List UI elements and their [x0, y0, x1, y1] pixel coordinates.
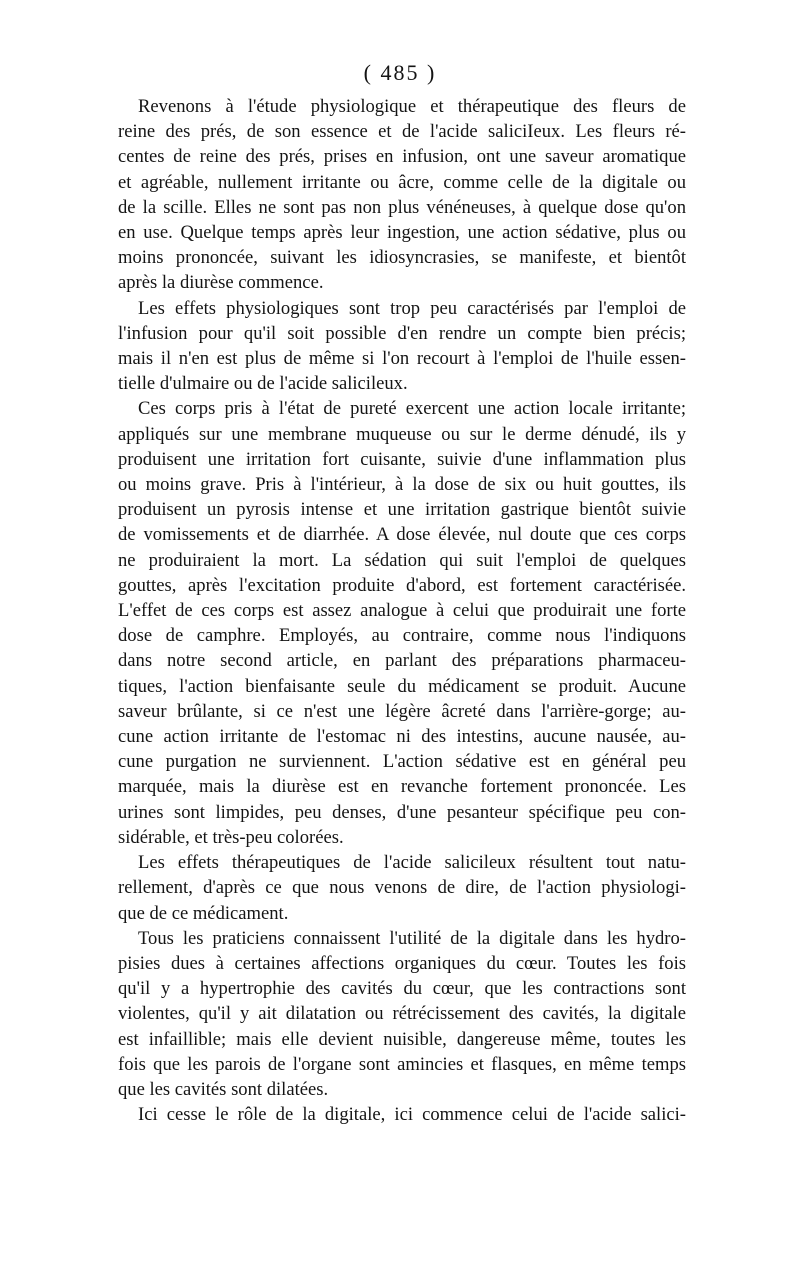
text-line: sidérable, et très-peu colorées. [118, 826, 344, 848]
text-line: urines sont limpides, peu denses, d'une pesanteur spécifique peu con- [118, 801, 686, 823]
text-line: dose de camphre. Employés, au contraire, comme nous l'indiquons [118, 625, 686, 647]
text-line: mais il n'en est plus de même si l'on recourt à l'emploi de l'huile essen- [118, 348, 686, 370]
text-line: de vomissements et de diarrhée. A dose élevée, nul doute que ces corps [118, 524, 686, 546]
text-line: de la scille. Elles ne sont pas non plus vénéneuses, à quelque dose qu'on [118, 196, 686, 218]
text-line: gouttes, après l'excitation produite d'abord, est fortement caractérisée. [118, 574, 686, 596]
text-line: produisent une irritation fort cuisante, suivie d'une inflammation plus [118, 448, 686, 470]
text-line: qu'il y a hypertrophie des cavités du cœur, que les contractions sont [118, 978, 686, 1000]
paragraph [118, 926, 686, 1102]
text-line: cune action irritante de l'estomac ni des intestins, aucune nausée, au- [118, 726, 686, 748]
paragraph [118, 850, 686, 926]
text-line: L'effet de ces corps est assez analogue à celui que produirait une forte [118, 600, 686, 622]
text-line: après la diurèse commence. [118, 272, 324, 294]
text-line: cune purgation ne surviennent. L'action sédative est en général peu [118, 751, 686, 773]
text-line: et agréable, nullement irritante ou âcre, comme celle de la digitale ou [118, 171, 686, 193]
paragraph [118, 1102, 686, 1127]
text-line: Ces corps pris à l'état de pureté exercent une action locale irritante; [138, 398, 686, 420]
text-line: appliqués sur une membrane muqueuse ou sur le derme dénudé, ils y [118, 423, 686, 445]
text-line: tiques, l'action bienfaisante seule du médicament se produit. Aucune [118, 675, 686, 697]
text-line: Tous les praticiens connaissent l'utilité de la digitale dans les hydro- [138, 927, 686, 949]
text-line: centes de reine des prés, prises en infusion, ont une saveur aromatique [118, 146, 686, 168]
text-line: rellement, d'après ce que nous venons de dire, de l'action physiologi- [118, 877, 686, 899]
text-line: reine des prés, de son essence et de l'acide saliciIeux. Les fleurs ré- [118, 121, 686, 143]
text-line: Les effets thérapeutiques de l'acide salicileux résultent tout natu- [138, 852, 686, 874]
text-line: en use. Quelque temps après leur ingestion, une action sédative, plus ou [118, 222, 686, 244]
text-line: est infaillible; mais elle devient nuisible, dangereuse même, toutes les [118, 1028, 686, 1050]
text-line: Revenons à l'étude physiologique et thérapeutique des fleurs de [138, 96, 686, 117]
text-line: saveur brûlante, si ce n'est une légère âcreté dans l'arrière-gorge; au- [118, 700, 686, 722]
text-line: dans notre second article, en parlant des préparations pharmaceu- [118, 650, 686, 672]
body-text [118, 94, 686, 1127]
text-line: fois que les parois de l'organe sont amincies et flasques, en même temps [118, 1053, 686, 1075]
page-number: ( 485 ) [363, 60, 437, 85]
text-line: marquée, mais la diurèse est en revanche fortement prononcée. Les [118, 776, 686, 798]
text-line: Les effets physiologiques sont trop peu caractérisés par l'emploi de [138, 297, 686, 319]
paragraph [118, 396, 686, 850]
paragraph [118, 94, 686, 296]
text-line: ne produiraient la mort. La sédation qui suit l'emploi de quelques [118, 549, 686, 571]
text-line: violentes, qu'il y ait dilatation ou rétrécissement des cavités, la digitale [118, 1003, 686, 1025]
paragraph [118, 296, 686, 397]
text-line: que de ce médicament. [118, 902, 289, 924]
text-line: ou moins grave. Pris à l'intérieur, à la dose de six ou huit gouttes, ils [118, 474, 686, 496]
text-line: Ici cesse le rôle de la digitale, ici commence celui de l'acide salici- [138, 1104, 686, 1126]
text-line: que les cavités sont dilatées. [118, 1078, 329, 1100]
text-line: l'infusion pour qu'il soit possible d'en rendre un compte bien précis; [118, 322, 686, 344]
text-line: tielle d'ulmaire ou de l'acide salicileux. [118, 373, 408, 395]
text-line: produisent un pyrosis intense et une irritation gastrique bientôt suivie [118, 499, 686, 521]
text-line: pisies dues à certaines affections organiques du cœur. Toutes les fois [118, 952, 686, 974]
text-line: moins prononcée, suivant les idiosyncrasies, se manifeste, et bientôt [118, 247, 686, 269]
